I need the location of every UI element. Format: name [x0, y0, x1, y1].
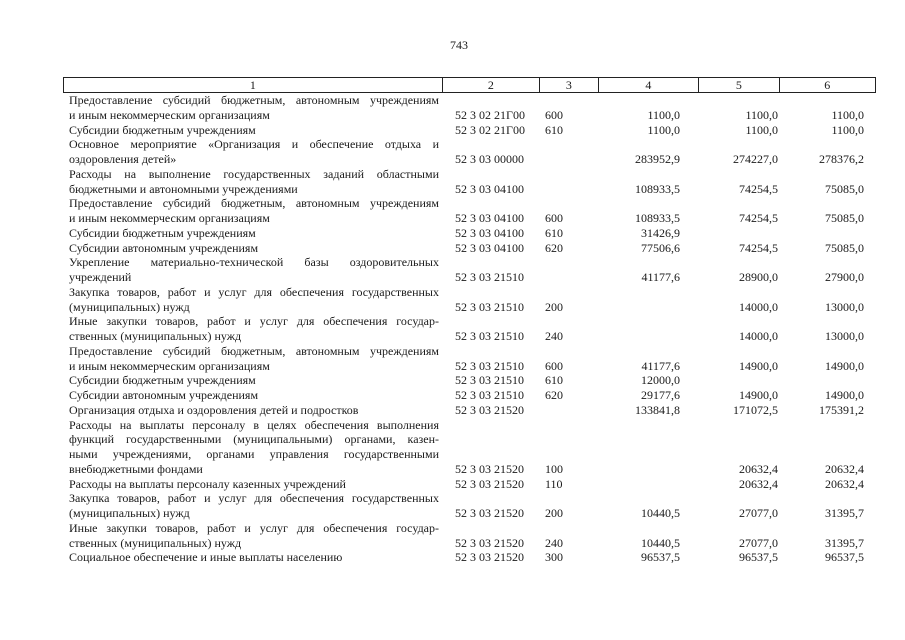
description-line: ными учреждениями, органами управления государственными — [69, 447, 439, 461]
description-line: Субсидии бюджетным учреждениям — [69, 373, 256, 388]
table-row — [63, 93, 876, 123]
row-code: 52 3 03 04100 — [455, 240, 524, 255]
table-row — [63, 226, 876, 241]
row-value-col5: 74254,5 — [739, 240, 778, 255]
row-value-col4: 41177,6 — [641, 358, 680, 373]
row-value-col5: 20632,4 — [739, 461, 778, 476]
row-description — [63, 403, 443, 418]
row-description — [63, 93, 443, 123]
row-description — [63, 477, 443, 492]
row-description — [63, 550, 443, 565]
description-line: Основное мероприятие «Организация и обеспечение отдыха и — [69, 137, 439, 152]
row-value-col5: 171072,5 — [733, 402, 778, 417]
row-value-col4: 1100,0 — [647, 122, 680, 137]
table-row — [63, 344, 876, 374]
row-code: 52 3 03 21520 — [455, 550, 524, 565]
row-code: 52 3 03 00000 — [455, 152, 524, 166]
row-code: 52 3 03 04100 — [455, 211, 524, 225]
description-line: Предоставление субсидий бюджетным, автономным учреждениям — [69, 343, 439, 358]
table-row — [63, 373, 876, 388]
header-col-1: 1 — [249, 78, 256, 92]
row-value-col4: 108933,5 — [635, 181, 680, 196]
row-description — [63, 314, 443, 344]
row-value-col6: 175391,2 — [819, 402, 864, 417]
row-value-col4: 96537,5 — [641, 550, 680, 565]
row-expense-type: 100 — [545, 461, 563, 476]
row-code: 52 3 03 21520 — [455, 402, 524, 417]
table-row — [63, 314, 876, 344]
description-line: (муниципальных) нужд — [69, 299, 190, 314]
row-expense-type: 240 — [545, 329, 563, 343]
row-description — [63, 373, 443, 388]
row-value-col5: 1100,0 — [745, 122, 778, 137]
row-value-col5: 28900,0 — [739, 270, 778, 284]
row-value-col5: 74254,5 — [739, 181, 778, 196]
row-value-col6: 14900,0 — [825, 388, 864, 402]
row-value-col5: 1100,0 — [745, 107, 778, 122]
row-code: 52 3 03 21520 — [455, 506, 524, 520]
row-code: 52 3 03 21510 — [455, 270, 524, 284]
row-expense-type: 600 — [545, 211, 563, 225]
row-value-col6: 14900,0 — [825, 358, 864, 373]
row-value-col6: 278376,2 — [819, 152, 864, 166]
description-line: внебюджетными фондами — [69, 461, 203, 476]
table-row — [63, 418, 876, 477]
row-description — [63, 285, 443, 315]
row-code: 52 3 03 21520 — [455, 476, 524, 491]
row-value-col4: 29177,6 — [641, 388, 680, 402]
description-line: Расходы на выполнение государственных заданий областными — [69, 166, 439, 181]
row-expense-type: 620 — [545, 388, 563, 402]
description-line: Социальное обеспечение и иные выплаты населению — [69, 550, 343, 565]
row-value-col4: 10440,5 — [641, 535, 680, 550]
row-value-col6: 27900,0 — [825, 270, 864, 284]
table-row — [63, 491, 876, 521]
row-expense-type: 610 — [545, 225, 563, 240]
description-line: бюджетными и автономными учреждениями — [69, 181, 298, 196]
row-value-col4: 10440,5 — [641, 506, 680, 520]
row-description — [63, 241, 443, 256]
row-value-col4: 133841,8 — [635, 402, 680, 417]
table-row — [63, 241, 876, 256]
row-description — [63, 255, 443, 285]
row-expense-type: 600 — [545, 358, 563, 373]
table-row — [63, 123, 876, 138]
description-line: Расходы на выплаты персоналу в целях обеспечения выполнения — [69, 417, 439, 432]
description-line: ственных (муниципальных) нужд — [69, 535, 242, 550]
row-value-col6: 31395,7 — [825, 535, 864, 550]
description-line: Субсидии бюджетным учреждениям — [69, 225, 256, 240]
row-value-col6: 96537,5 — [825, 550, 864, 565]
table-body — [63, 93, 876, 565]
description-line: Предоставление субсидий бюджетным, автономным учреждениям — [69, 93, 439, 107]
header-col-5: 5 — [698, 78, 779, 92]
row-value-col6: 13000,0 — [825, 329, 864, 343]
row-code: 52 3 03 04100 — [455, 225, 524, 240]
row-value-col5: 14900,0 — [739, 358, 778, 373]
description-line: Субсидии автономным учреждениям — [69, 240, 259, 255]
row-code: 52 3 02 21Г00 — [455, 107, 525, 122]
row-value-col4: 108933,5 — [635, 211, 680, 225]
description-line: Укрепление материально-технической базы оздоровительных — [69, 255, 439, 270]
table-row — [63, 521, 876, 551]
row-value-col5: 14000,0 — [739, 329, 778, 343]
description-line: Предоставление субсидий бюджетным, автономным учреждениям — [69, 196, 439, 211]
row-expense-type: 240 — [545, 535, 563, 550]
row-description — [63, 388, 443, 403]
row-value-col5: 14000,0 — [739, 299, 778, 314]
row-expense-type: 620 — [545, 240, 563, 255]
header-col-4: 4 — [598, 78, 698, 92]
table-header — [63, 77, 876, 93]
row-code: 52 3 03 04100 — [455, 181, 524, 196]
description-line: Субсидии автономным учреждениям — [69, 388, 259, 402]
row-expense-type: 300 — [545, 550, 563, 565]
row-value-col6: 20632,4 — [825, 476, 864, 491]
description-line: Закупка товаров, работ и услуг для обеспечения государственных — [69, 284, 439, 299]
description-line: и иным некоммерческим организациям — [69, 358, 270, 373]
row-code: 52 3 03 21510 — [455, 388, 524, 402]
row-description — [63, 344, 443, 374]
row-value-col5: 274227,0 — [733, 152, 778, 166]
row-value-col4: 12000,0 — [641, 373, 680, 388]
row-description — [63, 167, 443, 197]
table-row — [63, 255, 876, 285]
row-value-col4: 41177,6 — [641, 270, 680, 284]
row-code: 52 3 03 21520 — [455, 461, 524, 476]
description-line: Иные закупки товаров, работ и услуг для обеспечения государ- — [69, 314, 439, 329]
description-line: учреждений — [69, 270, 132, 284]
row-code: 52 3 03 21510 — [455, 358, 524, 373]
row-description — [63, 226, 443, 241]
row-expense-type: 600 — [545, 107, 563, 122]
description-line: и иным некоммерческим организациям — [69, 211, 270, 225]
row-value-col6: 31395,7 — [825, 506, 864, 520]
row-value-col5: 14900,0 — [739, 388, 778, 402]
row-expense-type: 200 — [545, 506, 563, 520]
row-value-col6: 75085,0 — [825, 181, 864, 196]
description-line: Расходы на выплаты персоналу казенных учреждений — [69, 476, 346, 491]
header-col-3: 3 — [539, 78, 598, 92]
row-expense-type: 610 — [545, 373, 563, 388]
row-code: 52 3 03 21510 — [455, 329, 524, 343]
table-row — [63, 137, 876, 167]
row-value-col4: 77506,6 — [641, 240, 680, 255]
row-description — [63, 521, 443, 551]
description-line: оздоровления детей» — [69, 152, 177, 166]
description-line: ственных (муниципальных) нужд — [69, 329, 242, 343]
row-value-col6: 75085,0 — [825, 211, 864, 225]
row-value-col6: 75085,0 — [825, 240, 864, 255]
row-value-col6: 1100,0 — [831, 107, 864, 122]
row-value-col4: 31426,9 — [641, 225, 680, 240]
description-line: Иные закупки товаров, работ и услуг для обеспечения государ- — [69, 520, 439, 535]
row-value-col4: 283952,9 — [635, 152, 680, 166]
description-line: Субсидии бюджетным учреждениям — [69, 122, 256, 137]
table-row — [63, 550, 876, 565]
row-expense-type: 110 — [545, 476, 563, 491]
row-description — [63, 196, 443, 226]
table-row — [63, 167, 876, 197]
description-line: (муниципальных) нужд — [69, 506, 190, 520]
row-code: 52 3 02 21Г00 — [455, 122, 525, 137]
row-description — [63, 418, 443, 477]
budget-table — [63, 77, 876, 565]
table-row — [63, 477, 876, 492]
description-line: функций государственными (муниципальными) органами, казен- — [69, 432, 439, 447]
row-value-col5: 27077,0 — [739, 506, 778, 520]
header-col-2: 2 — [442, 78, 539, 92]
description-line: Организация отдыха и оздоровления детей и подростков — [69, 402, 359, 417]
row-expense-type: 200 — [545, 299, 563, 314]
row-expense-type: 610 — [545, 122, 563, 137]
table-row — [63, 196, 876, 226]
table-row — [63, 285, 876, 315]
row-value-col6: 1100,0 — [831, 122, 864, 137]
row-value-col6: 13000,0 — [825, 299, 864, 314]
description-line: и иным некоммерческим организациям — [69, 107, 270, 122]
table-row — [63, 388, 876, 403]
row-description — [63, 123, 443, 138]
row-description — [63, 137, 443, 167]
table-row — [63, 403, 876, 418]
row-value-col5: 96537,5 — [739, 550, 778, 565]
row-code: 52 3 03 21510 — [455, 373, 524, 388]
row-value-col5: 74254,5 — [739, 211, 778, 225]
page-number: 743 — [450, 38, 468, 52]
row-value-col5: 27077,0 — [739, 535, 778, 550]
row-description — [63, 491, 443, 521]
header-col-6: 6 — [779, 78, 875, 92]
row-code: 52 3 03 21520 — [455, 535, 524, 550]
row-value-col4: 1100,0 — [647, 107, 680, 122]
row-code: 52 3 03 21510 — [455, 299, 524, 314]
row-value-col5: 20632,4 — [739, 476, 778, 491]
row-value-col6: 20632,4 — [825, 461, 864, 476]
description-line: Закупка товаров, работ и услуг для обеспечения государственных — [69, 491, 439, 506]
